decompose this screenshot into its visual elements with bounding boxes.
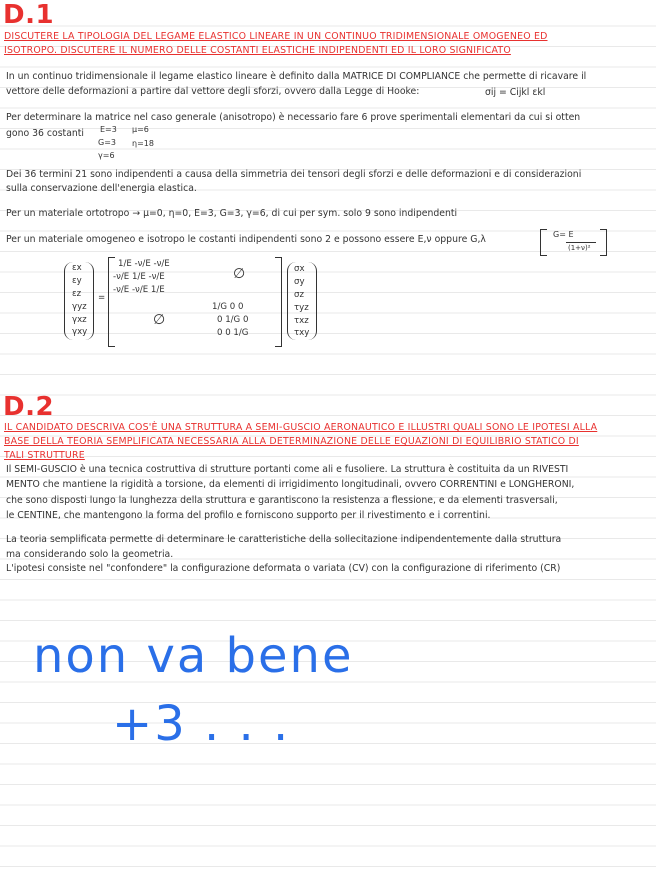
matrix-row-1: 1/E -ν/E -ν/E (118, 259, 170, 269)
question-d1-line2: ISOTROPO. DISCUTERE IL NUMERO DELLE COSTANTI ELASTICHE INDIPENDENTI ED IL LORO SIGNIFICATO (4, 45, 511, 56)
strain-gyz: γyz (72, 302, 87, 312)
stress-sy: σy (294, 277, 305, 287)
stress-tyz: τyz (294, 303, 309, 313)
stress-vector-paren-right (308, 262, 317, 340)
g-formula-numerator: G= E (553, 230, 574, 239)
strain-ex: εx (72, 263, 82, 273)
paragraph-d1-2-line1: Per determinare la matrice nel caso generale (anisotropo) è necessario fare 6 prove sperimentali elementari da cui si otten (6, 112, 581, 123)
paragraph-d2-1-line2: MENTO che mantiene la rigidità a torsione, da elementi di irrigidimento longitudinali, ovvero CORRENTINI e LONGHERONI, (6, 479, 575, 490)
paragraph-d2-1-line1: Il SEMI-GUSCIO è una tecnica costruttiva di strutture portanti come ali e fusoliere. La struttura è costituita da un RIVESTI (6, 464, 569, 475)
matrix-shear-row-3: 0 0 1/G (217, 328, 249, 338)
strain-ez: εz (72, 289, 82, 299)
constant-g: G=3 (98, 138, 116, 147)
strain-vector-paren-right (85, 262, 94, 340)
hooke-law-formula: σij = Cijkl εkl (485, 87, 546, 98)
g-formula-fraction-bar (566, 242, 596, 243)
constant-e: E=3 (100, 125, 117, 134)
matrix-row-3: -ν/E -ν/E 1/E (113, 285, 165, 295)
paragraph-d2-2-line3: L'ipotesi consiste nel "confondere" la configurazione deformata o variata (CV) con la configurazione di riferimento (CR) (6, 563, 561, 574)
constant-eta: η=18 (132, 139, 154, 148)
paragraph-d1-3-line1: Dei 36 termini 21 sono indipendenti a causa della simmetria dei tensori degli sforzi e delle deformazioni e di considerazioni (6, 169, 582, 180)
stress-txz: τxz (294, 316, 309, 326)
strain-gxz: γxz (72, 315, 87, 325)
question-d2-line1: IL CANDIDATO DESCRIVA COS'È UNA STRUTTURA A SEMI-GUSCIO AERONAUTICO E ILLUSTRI QUALI SONO LE IPOTESI ALLA (4, 422, 598, 433)
paragraph-d1-1-line2: vettore delle deformazioni a partire dal vettore degli sforzi, ovvero dalla Legge di Hooke: (6, 86, 420, 97)
paragraph-d2-1-line4: le CENTINE, che mantengono la forma del profilo e forniscono supporto per il rivestimento e i correntini. (6, 510, 491, 521)
compliance-matrix-bracket-right (275, 257, 282, 347)
g-formula-bracket-left (540, 229, 547, 256)
handwritten-note-line1: non va bene (33, 628, 354, 684)
constant-gamma: γ=6 (98, 151, 115, 160)
paragraph-d1-1-line1: In un continuo tridimensionale il legame elastico lineare è definito dalla MATRICE DI COMPLIANCE che permette di ricavare il (6, 71, 587, 82)
paragraph-d1-3-line2: sulla conservazione dell'energia elastica. (6, 183, 197, 194)
question-d2-line2: BASE DELLA TEORIA SEMPLIFICATA NECESSARIA ALLA DETERMINAZIONE DELLE EQUAZIONI DI EQUILIBRIO STATICO DI (4, 436, 579, 447)
g-formula-denominator: (1+ν)² (568, 244, 591, 252)
matrix-zero-block-top-right: ∅ (233, 266, 246, 282)
g-formula-bracket-right (600, 229, 607, 256)
question-d1-line1: DISCUTERE LA TIPOLOGIA DEL LEGAME ELASTICO LINEARE IN UN CONTINUO TRIDIMENSIONALE OMOGENEO ED (4, 31, 548, 42)
section-title-d1: D.1 (3, 0, 55, 30)
paragraph-d2-2-line2: ma considerando solo la geometria. (6, 549, 174, 560)
stress-sz: σz (294, 290, 304, 300)
strain-ey: εy (72, 276, 82, 286)
matrix-shear-row-1: 1/G 0 0 (212, 302, 244, 312)
matrix-shear-row-2: 0 1/G 0 (217, 315, 249, 325)
strain-gxy: γxy (72, 327, 88, 337)
handwritten-note-line2: +3 . . . (112, 696, 291, 752)
section-title-d2: D.2 (3, 392, 55, 422)
question-d2-line3: TALI STRUTTURE (4, 450, 85, 461)
equals-sign: = (98, 293, 106, 303)
paragraph-d1-2-line2: gono 36 costanti (6, 128, 85, 139)
stress-txy: τxy (294, 328, 310, 338)
constant-mu: μ=6 (132, 125, 149, 134)
matrix-row-2: -ν/E 1/E -ν/E (113, 272, 165, 282)
paragraph-d2-1-line3: che sono disposti lungo la lunghezza della struttura e garantiscono la resistenza a flessione, e da elementi trasversali, (6, 495, 558, 506)
compliance-matrix-bracket-left (108, 257, 115, 347)
matrix-zero-block-bottom-left: ∅ (153, 312, 166, 328)
paragraph-d1-5: Per un materiale omogeneo e isotropo le costanti indipendenti sono 2 e possono essere E,ν oppure G,λ (6, 234, 486, 245)
paragraph-d2-2-line1: La teoria semplificata permette di determinare le caratteristiche della sollecitazione indipendentemente dalla struttura (6, 534, 562, 545)
paragraph-d1-4: Per un materiale ortotropo → μ=0, η=0, E=3, G=3, γ=6, di cui per sym. solo 9 sono indipendenti (6, 208, 458, 219)
stress-sx: σx (294, 264, 305, 274)
